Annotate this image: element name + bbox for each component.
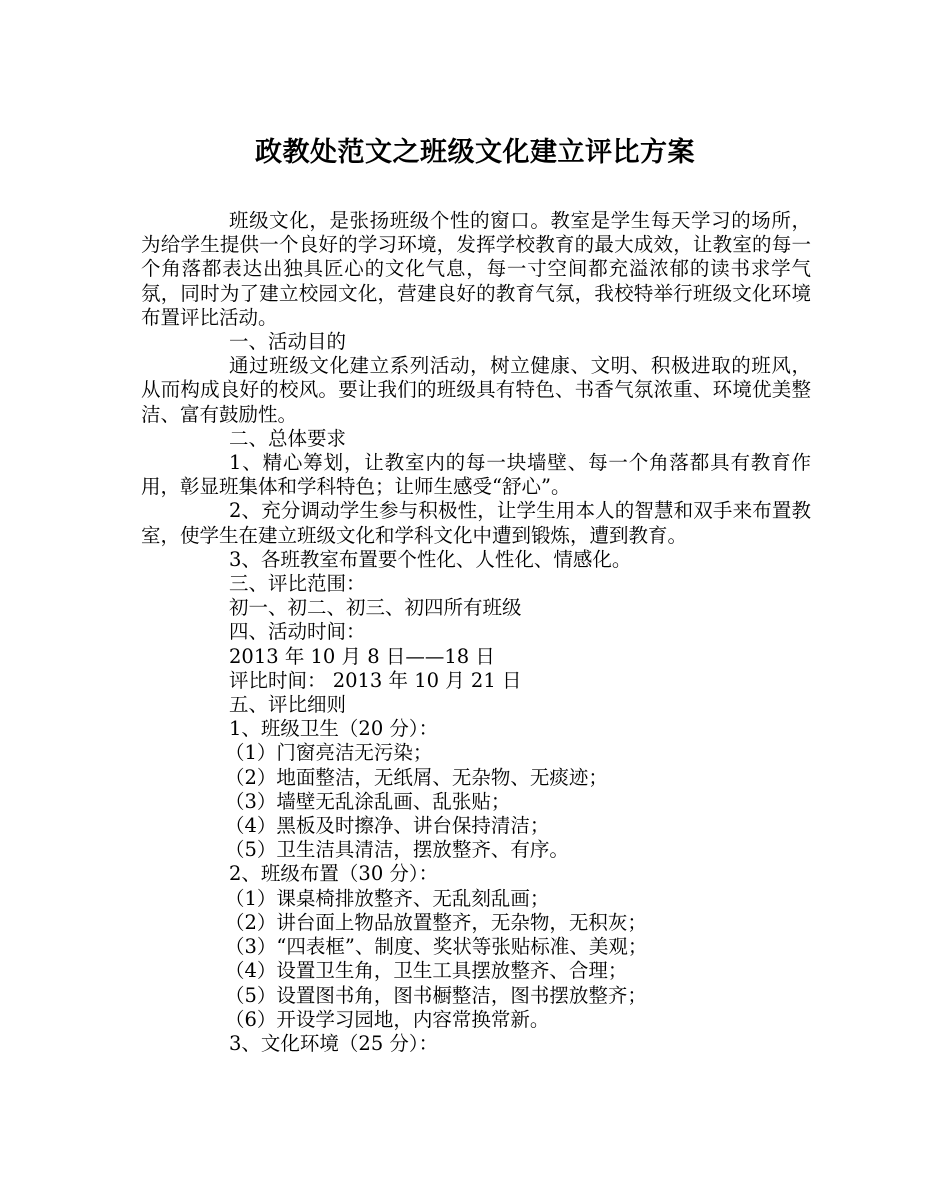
paragraph: 3、各班教室布置要个性化、人性化、情感化。	[229, 547, 632, 571]
list-item: （4）设置卫生角，卫生工具摆放整齐、合理；	[225, 959, 628, 983]
list-item: （5）卫生洁具清洁，摆放整齐、有序。	[225, 838, 569, 862]
list-item: （2）讲台面上物品放置整齐，无杂物，无积灰；	[225, 910, 647, 934]
paragraph: 四、活动时间：	[229, 620, 366, 644]
list-item: （1）门窗亮洁无污染；	[225, 741, 433, 765]
paragraph: 1、班级卫生（20 分）：	[229, 717, 439, 741]
paragraph: 1、精心筹划，让教室内的每一块墙壁、每一个角落都具有教育作用，彰显班集体和学科特色；让师生感受“舒心”。	[141, 451, 811, 499]
list-item: （6）开设学习园地，内容常换常新。	[225, 1007, 550, 1031]
list-item: （2）地面整洁，无纸屑、无杂物、无痰迹；	[225, 765, 608, 789]
list-item: （1）课桌椅排放整齐、无乱刻乱画；	[225, 886, 550, 910]
paragraph: 初一、初二、初三、初四所有班级	[229, 596, 522, 620]
paragraph: 2013 年 10 月 8 日——18 日	[229, 644, 495, 668]
paragraph: 一、活动目的	[229, 330, 347, 354]
list-item: （5）设置图书角，图书橱整洁，图书摆放整齐；	[225, 983, 647, 1007]
paragraph: 班级文化，是张扬班级个性的窗口。教室是学生每天学习的场所，为给学生提供一个良好的学习环境，发挥学校教育的最大成效，让教室的每一个角落都表达出独具匠心的文化气息，每一寸空间都充溢浓郁的读书求学气氛，同时为了建立校园文化，营建良好的教育气氛，我校特举行班级文化环境布置评比活动。	[141, 209, 811, 329]
paragraph: 2、班级布置（30 分）：	[229, 862, 439, 886]
paragraph: 五、评比细则	[229, 693, 347, 717]
document-body	[141, 209, 811, 1056]
paragraph: 评比时间： 2013 年 10 月 21 日	[229, 668, 522, 692]
list-item: （3）墙壁无乱涂乱画、乱张贴；	[225, 789, 511, 813]
list-item: （4）黑板及时擦净、讲台保持清洁；	[225, 814, 550, 838]
list-item: （3）“四表框”、制度、奖状等张贴标准、美观；	[225, 935, 648, 959]
paragraph: 三、评比范围：	[229, 572, 366, 596]
document-title: 政教处范文之班级文化建立评比方案	[255, 137, 695, 168]
paragraph: 2、充分调动学生参与积极性，让学生用本人的智慧和双手来布置教室，使学生在建立班级文化和学科文化中遭到锻炼，遭到教育。	[141, 499, 811, 547]
paragraph: 二、总体要求	[229, 426, 347, 450]
paragraph: 3、文化环境（25 分）：	[229, 1031, 439, 1055]
paragraph: 通过班级文化建立系列活动，树立健康、文明、积极进取的班风，从而构成良好的校风。要让我们的班级具有特色、书香气氛浓重、环境优美整洁、富有鼓励性。	[141, 354, 811, 426]
